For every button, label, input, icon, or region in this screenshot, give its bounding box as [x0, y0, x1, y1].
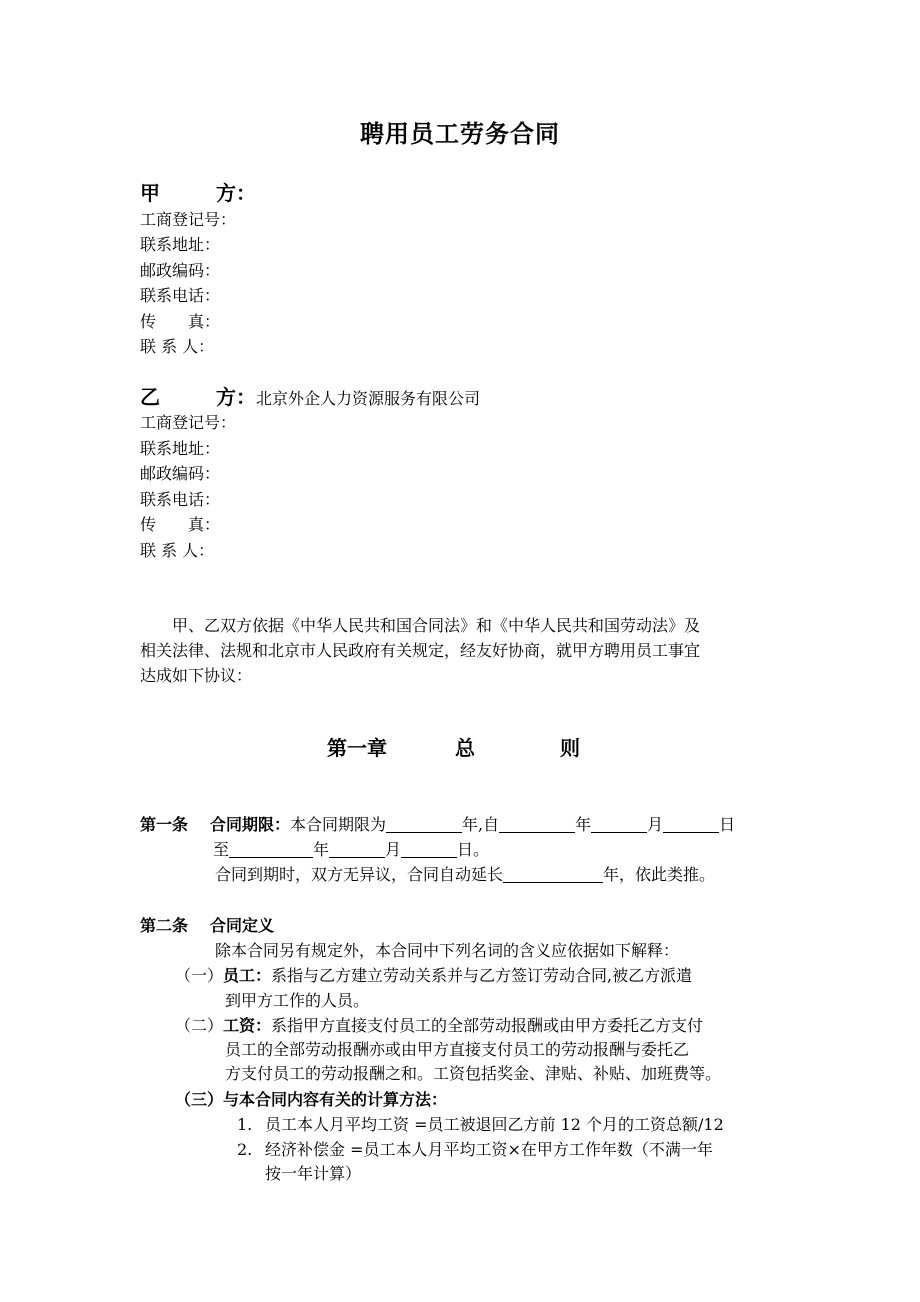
party-b-field-reg: 工商登记号： [140, 413, 237, 432]
party-b-field-phone: 联系电话： [140, 490, 221, 509]
definition-2-line-2: 员工的全部劳动报酬亦或由甲方直接支付员工的劳动报酬与委托乙 [225, 1040, 690, 1059]
chapter-word-1: 总 [455, 736, 475, 760]
party-b-field-fax: 传 真： [140, 515, 221, 534]
calc-2-line-2: 按一年计算） [265, 1164, 362, 1183]
chapter-word-2: 则 [560, 736, 580, 760]
party-a-field-phone: 联系电话： [140, 286, 221, 305]
definition-1-number: （一） [175, 966, 224, 985]
definition-1-line-1 [175, 963, 692, 989]
party-b-label-colon: 方： [216, 385, 256, 409]
definition-3-heading: （三）与本合同内容有关的计算方法： [175, 1090, 448, 1109]
article-1-text: 日。 [457, 840, 490, 859]
definition-1-text: 系指与乙方建立劳动关系并与乙方签订劳动合同,被乙方派遣 [271, 966, 693, 985]
party-b-value: 北京外企人力资源服务有限公司 [256, 389, 481, 408]
party-b-field-contact: 联 系 人： [140, 541, 215, 560]
definition-2-term: 工资： [223, 1016, 272, 1035]
article-1-text: 至 [213, 840, 230, 859]
party-a-field-address: 联系地址： [140, 235, 221, 254]
definition-1-term: 员工： [223, 966, 272, 985]
party-a-field-contact: 联 系 人： [140, 337, 215, 356]
party-b-label-char: 乙 [140, 385, 160, 409]
party-a-field-reg: 工商登记号： [140, 210, 237, 229]
article-1-heading: 合同期限： [210, 815, 291, 834]
party-b-field-address: 联系地址： [140, 439, 221, 458]
article-1-text: 年 [313, 840, 330, 859]
blank-end-day [401, 839, 457, 858]
calc-1-number: 1. [237, 1115, 253, 1134]
blank-extension-years [503, 864, 603, 883]
article-1-text: 年，依此类推。 [603, 865, 716, 884]
chapter-number: 第一章 [327, 736, 387, 760]
party-b-field-postcode: 邮政编码： [140, 464, 221, 483]
article-1-text: 本合同期限为 [290, 815, 387, 834]
definition-2-line-1 [175, 1013, 703, 1039]
article-1-text: 年 [575, 815, 592, 834]
article-1-line-2 [213, 837, 489, 863]
blank-start-year [499, 814, 575, 833]
article-1-text: 年,自 [462, 815, 500, 834]
calc-2-number: 2. [237, 1140, 253, 1159]
blank-start-day [663, 814, 719, 833]
document-title: 聘用员工劳务合同 [360, 120, 560, 148]
party-b-heading [140, 384, 480, 412]
article-1-text: 月 [647, 815, 664, 834]
definition-2-line-3: 方支付员工的劳动报酬之和。工资包括奖金、津贴、补贴、加班费等。 [225, 1064, 722, 1083]
calc-2-line-1: 经济补偿金 =员工本人月平均工资×在甲方工作年数（不满一年 [265, 1140, 713, 1159]
blank-start-month [591, 814, 647, 833]
preamble-line-2: 相关法律、法规和北京市人民政府有关规定，经友好协商，就甲方聘用员工事宜 [140, 641, 701, 660]
party-a-field-postcode: 邮政编码： [140, 261, 221, 280]
article-2-number: 第二条 [140, 916, 189, 935]
party-a-field-fax: 传 真： [140, 312, 221, 331]
preamble-line-3: 达成如下协议： [140, 666, 253, 685]
article-2-heading: 合同定义 [210, 916, 275, 935]
blank-years [386, 814, 462, 833]
party-a-heading [140, 180, 256, 208]
article-2-intro: 除本合同另有规定外，本合同中下列名词的含义应依据如下解释： [215, 941, 680, 960]
preamble-line-1: 甲、乙双方依据《中华人民共和国合同法》和《中华人民共和国劳动法》及 [140, 616, 701, 635]
blank-end-year [229, 839, 313, 858]
party-a-label-char: 甲 [140, 181, 160, 205]
definition-2-text: 系指甲方直接支付员工的全部劳动报酬或由甲方委托乙方支付 [271, 1016, 704, 1035]
calc-1-text: 员工本人月平均工资 =员工被退回乙方前 12 个月的工资总额/12 [265, 1115, 724, 1134]
party-a-label-colon: 方： [216, 181, 256, 205]
article-1-text: 日 [719, 815, 736, 834]
article-1-line-1 [140, 812, 735, 838]
article-1-line-3 [215, 862, 715, 888]
definition-2-number: （二） [175, 1016, 224, 1035]
article-1-text: 月 [385, 840, 402, 859]
article-2-heading-line [140, 913, 274, 939]
blank-end-month [329, 839, 385, 858]
definition-1-line-2: 到甲方工作的人员。 [225, 991, 370, 1010]
article-1-text: 合同到期时，双方无异议，合同自动延长 [215, 865, 504, 884]
article-1-number: 第一条 [140, 815, 189, 834]
